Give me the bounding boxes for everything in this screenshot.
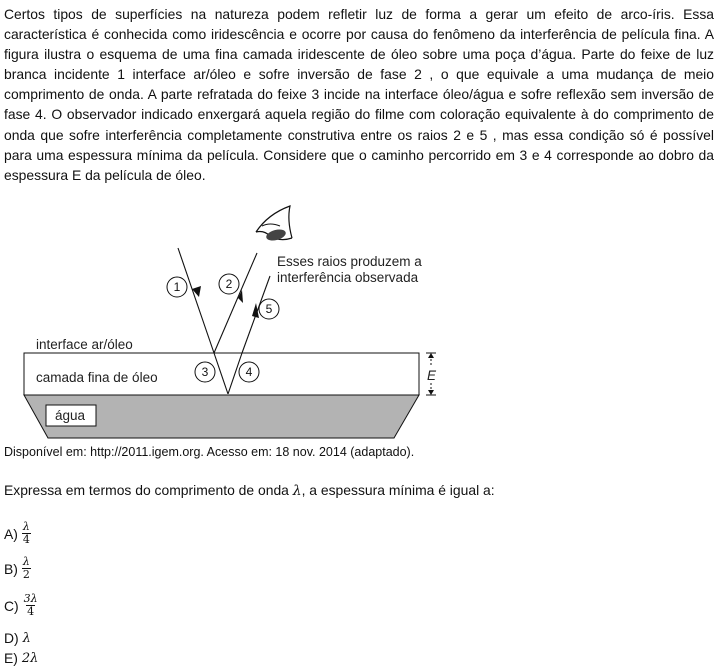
ray-label-3 xyxy=(195,362,215,382)
ray-label-2 xyxy=(219,274,239,294)
ray-label-4 xyxy=(239,362,259,382)
option-a-fraction: $\frac{\lambda}{4}$ xyxy=(22,520,30,546)
figure-caption-line2: interferência observada xyxy=(277,270,419,285)
question-intro: Certos tipos de superfícies na natureza podem refletir luz de forma a gerar um efeito de arco-íris. Essa característica é conhecida como iridescência e ocorre por causa do fenômeno da interferência de película fina. A figura ilustra o esquema de uma fina camada iridescente de óleo sobre uma poça d’água. Parte do feixe de luz branca incidente 1 interface ar/óleo e sofre inversão de fase 2 , o que equivale a uma mudança de meio comprimento de onda. A parte refratada do feixe 3 incide na interface óleo/água e sofre reflexão sem inversão de fase 4. O observador indicado enxergará aquela região do filme com coloração equivalente à do comprimento de onda que sofre interferência completamente construtiva entre os raios 2 e 5 , mas essa condição só é possível para uma espessura mínima da película. Considere que o caminho percorrido em 3 e 4 corresponde ao dobro da espessura E da película de óleo. xyxy=(4,6,714,183)
option-b-fraction: $\frac{\lambda}{2}$ xyxy=(22,555,30,581)
option-a[interactable]: A) $\frac{\lambda}{4}$ xyxy=(4,520,30,546)
ray-2-reflected xyxy=(214,253,257,353)
thickness-arrow-down xyxy=(428,390,434,395)
question-stem: Expressa em termos do comprimento de onda λ, a espessura mínima é igual a: xyxy=(4,482,495,499)
ray-label-1 xyxy=(167,277,187,297)
ray-1-incident xyxy=(178,248,214,353)
oil-label: camada fina de óleo xyxy=(36,370,158,385)
ray-label-5 xyxy=(259,299,279,319)
svg-text:4: 4 xyxy=(245,365,253,379)
option-d[interactable]: D) λ xyxy=(4,630,31,646)
option-e[interactable]: E) 2λ xyxy=(4,650,39,666)
lambda-symbol: λ xyxy=(292,483,302,499)
interface-label: interface ar/óleo xyxy=(36,337,133,352)
svg-text:1: 1 xyxy=(173,280,181,294)
svg-text:5: 5 xyxy=(265,302,273,316)
option-c[interactable]: C) $\frac{3\lambda}{4}$ xyxy=(4,592,38,618)
source-citation: Disponível em: http://2011.igem.org. Acesso em: 18 nov. 2014 (adaptado). xyxy=(4,445,415,459)
option-b[interactable]: B) $\frac{\lambda}{2}$ xyxy=(4,555,30,581)
water-label: água xyxy=(55,408,86,423)
thickness-arrow-up xyxy=(428,353,434,358)
eye-icon xyxy=(256,206,292,242)
svg-text:3: 3 xyxy=(201,365,209,379)
svg-text:2: 2 xyxy=(225,277,233,291)
option-c-fraction: $\frac{3\lambda}{4}$ xyxy=(23,592,38,618)
thickness-label: E xyxy=(427,368,437,383)
figure-caption-line1: Esses raios produzem a xyxy=(277,254,422,269)
